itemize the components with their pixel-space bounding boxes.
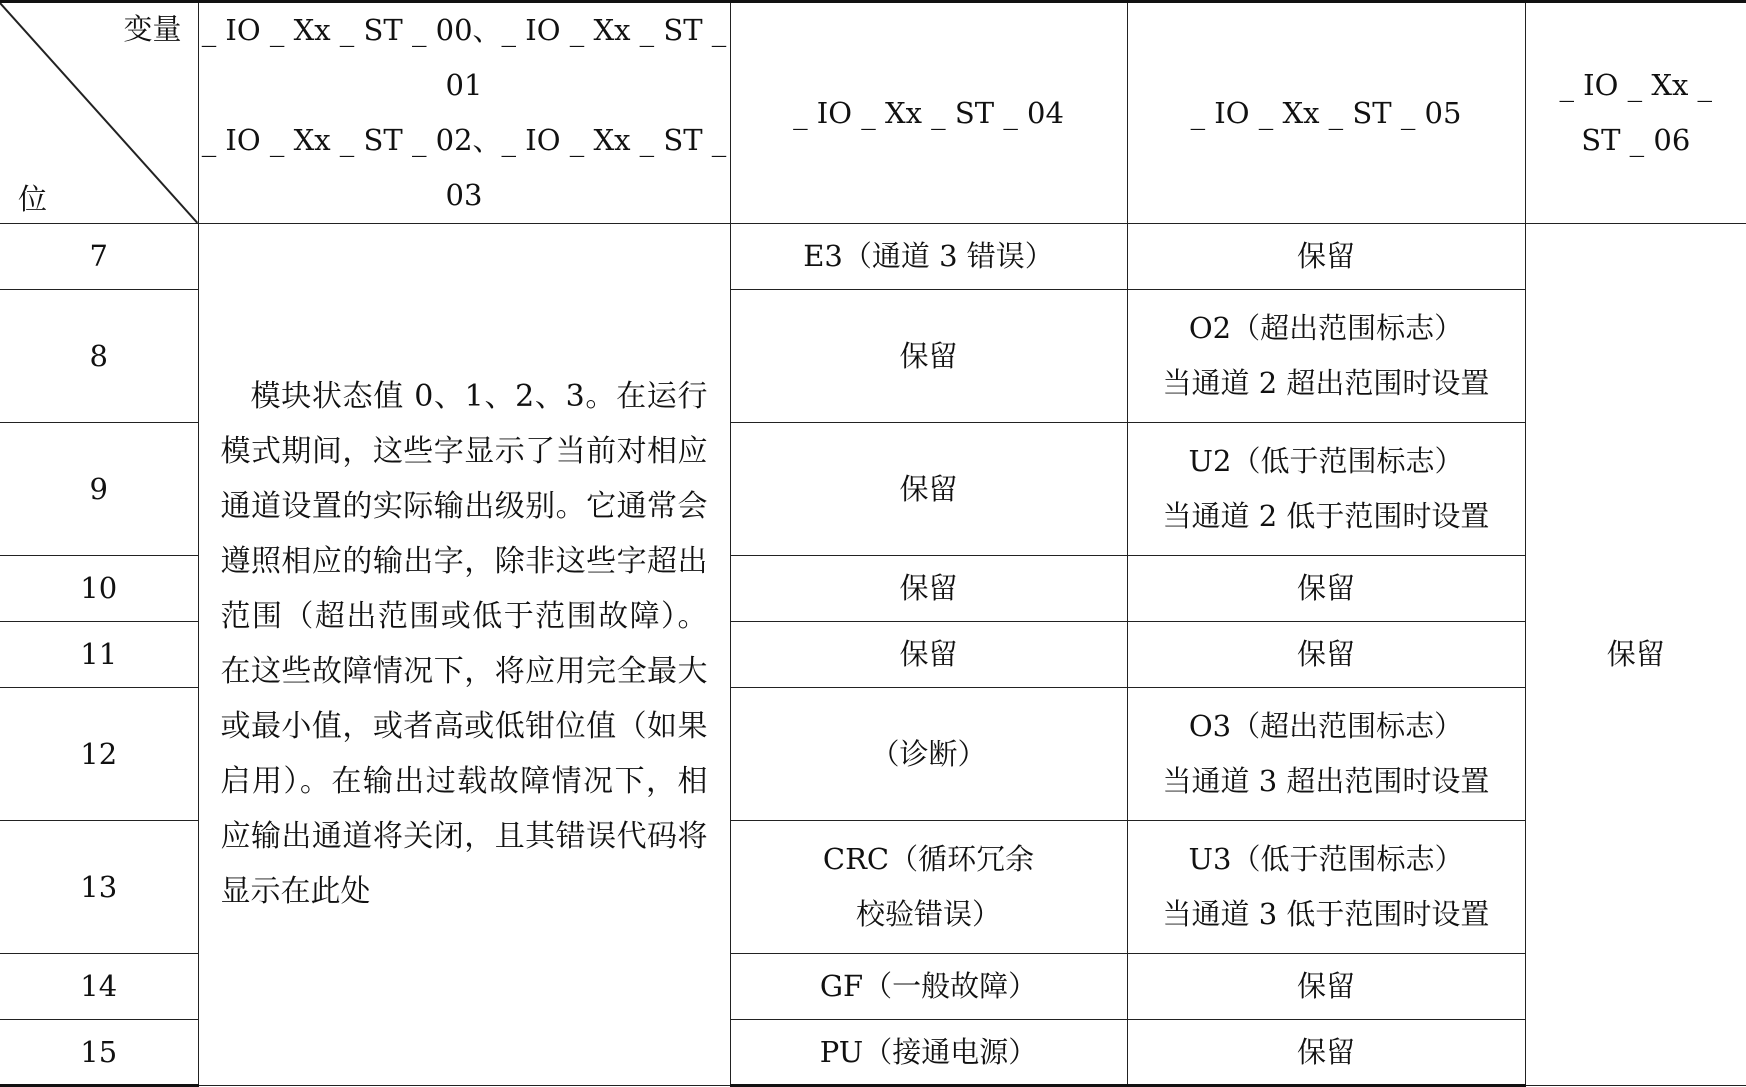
header-st00-03-line2: _ IO _ Xx _ ST _ 02、_ IO _ Xx _ ST _ 03 [199, 113, 730, 223]
st05-cell [1127, 821, 1525, 954]
st05-cell [1127, 290, 1525, 423]
bit-cell: 13 [0, 821, 198, 954]
st05-line2: 当通道 3 低于范围时设置 [1128, 887, 1525, 942]
header-st04: _ IO _ Xx _ ST _ 04 [730, 2, 1127, 224]
st05-line1: U3（低于范围标志） [1128, 832, 1525, 887]
st04-cell: （诊断） [730, 688, 1127, 821]
header-row [0, 2, 1746, 224]
st05-cell: 保留 [1127, 1020, 1525, 1086]
st05-cell: 保留 [1127, 622, 1525, 688]
st05-line1: O2（超出范围标志） [1128, 301, 1525, 356]
bit-cell: 15 [0, 1020, 198, 1086]
description-text: 模块状态值 0、1、2、3。在运行模式期间，这些字显示了当前对相应通道设置的实际输出级别。它通常会遵照相应的输出字，除非这些字超出范围（超出范围或低于范围故障）。在这些故障情况下，将应用完全最大或最小值，或者高或低钳位值（如果启用）。在输出过载故障情况下，相应输出通道将关闭，且其错误代码将显示在此处 [221, 367, 708, 943]
bit-cell: 9 [0, 423, 198, 556]
st04-cell: GF（一般故障） [730, 954, 1127, 1020]
corner-label-variable: 变量 [123, 9, 181, 49]
st05-cell [1127, 423, 1525, 556]
header-st00-03 [198, 2, 730, 224]
st04-cell: PU（接通电源） [730, 1020, 1127, 1086]
st05-line2: 当通道 2 超出范围时设置 [1128, 356, 1525, 411]
st04-cell: 保留 [730, 622, 1127, 688]
st05-cell: 保留 [1127, 954, 1525, 1020]
header-st00-03-line1: _ IO _ Xx _ ST _ 00、_ IO _ Xx _ ST _ 01 [199, 3, 730, 113]
bit-cell: 12 [0, 688, 198, 821]
st05-cell: 保留 [1127, 224, 1525, 290]
st04-cell [730, 821, 1127, 954]
header-st06 [1525, 2, 1746, 224]
st04-cell: 保留 [730, 423, 1127, 556]
st04-cell: E3（通道 3 错误） [730, 224, 1127, 290]
bit-cell: 7 [0, 224, 198, 290]
st06-cell: 保留 [1525, 224, 1746, 1086]
st04-cell: 保留 [730, 556, 1127, 622]
header-st05: _ IO _ Xx _ ST _ 05 [1127, 2, 1525, 224]
bit-cell: 10 [0, 556, 198, 622]
st05-line1: U2（低于范围标志） [1128, 434, 1525, 489]
bit-cell: 8 [0, 290, 198, 423]
st04-line1: CRC（循环冗余 [731, 832, 1127, 887]
st05-cell [1127, 688, 1525, 821]
corner-label-bit: 位 [18, 179, 47, 219]
st05-line1: O3（超出范围标志） [1128, 699, 1525, 754]
header-st06-line2: ST _ 06 [1526, 113, 1746, 168]
description-cell [198, 224, 730, 1086]
header-st06-line1: _ IO _ Xx _ [1526, 58, 1746, 113]
st05-cell: 保留 [1127, 556, 1525, 622]
st04-cell: 保留 [730, 290, 1127, 423]
bit-cell: 11 [0, 622, 198, 688]
corner-header-cell [0, 2, 198, 224]
bit-cell: 14 [0, 954, 198, 1020]
st05-line2: 当通道 2 低于范围时设置 [1128, 489, 1525, 544]
st04-line2: 校验错误） [731, 887, 1127, 942]
table-row [0, 224, 1746, 290]
st05-line2: 当通道 3 超出范围时设置 [1128, 754, 1525, 809]
